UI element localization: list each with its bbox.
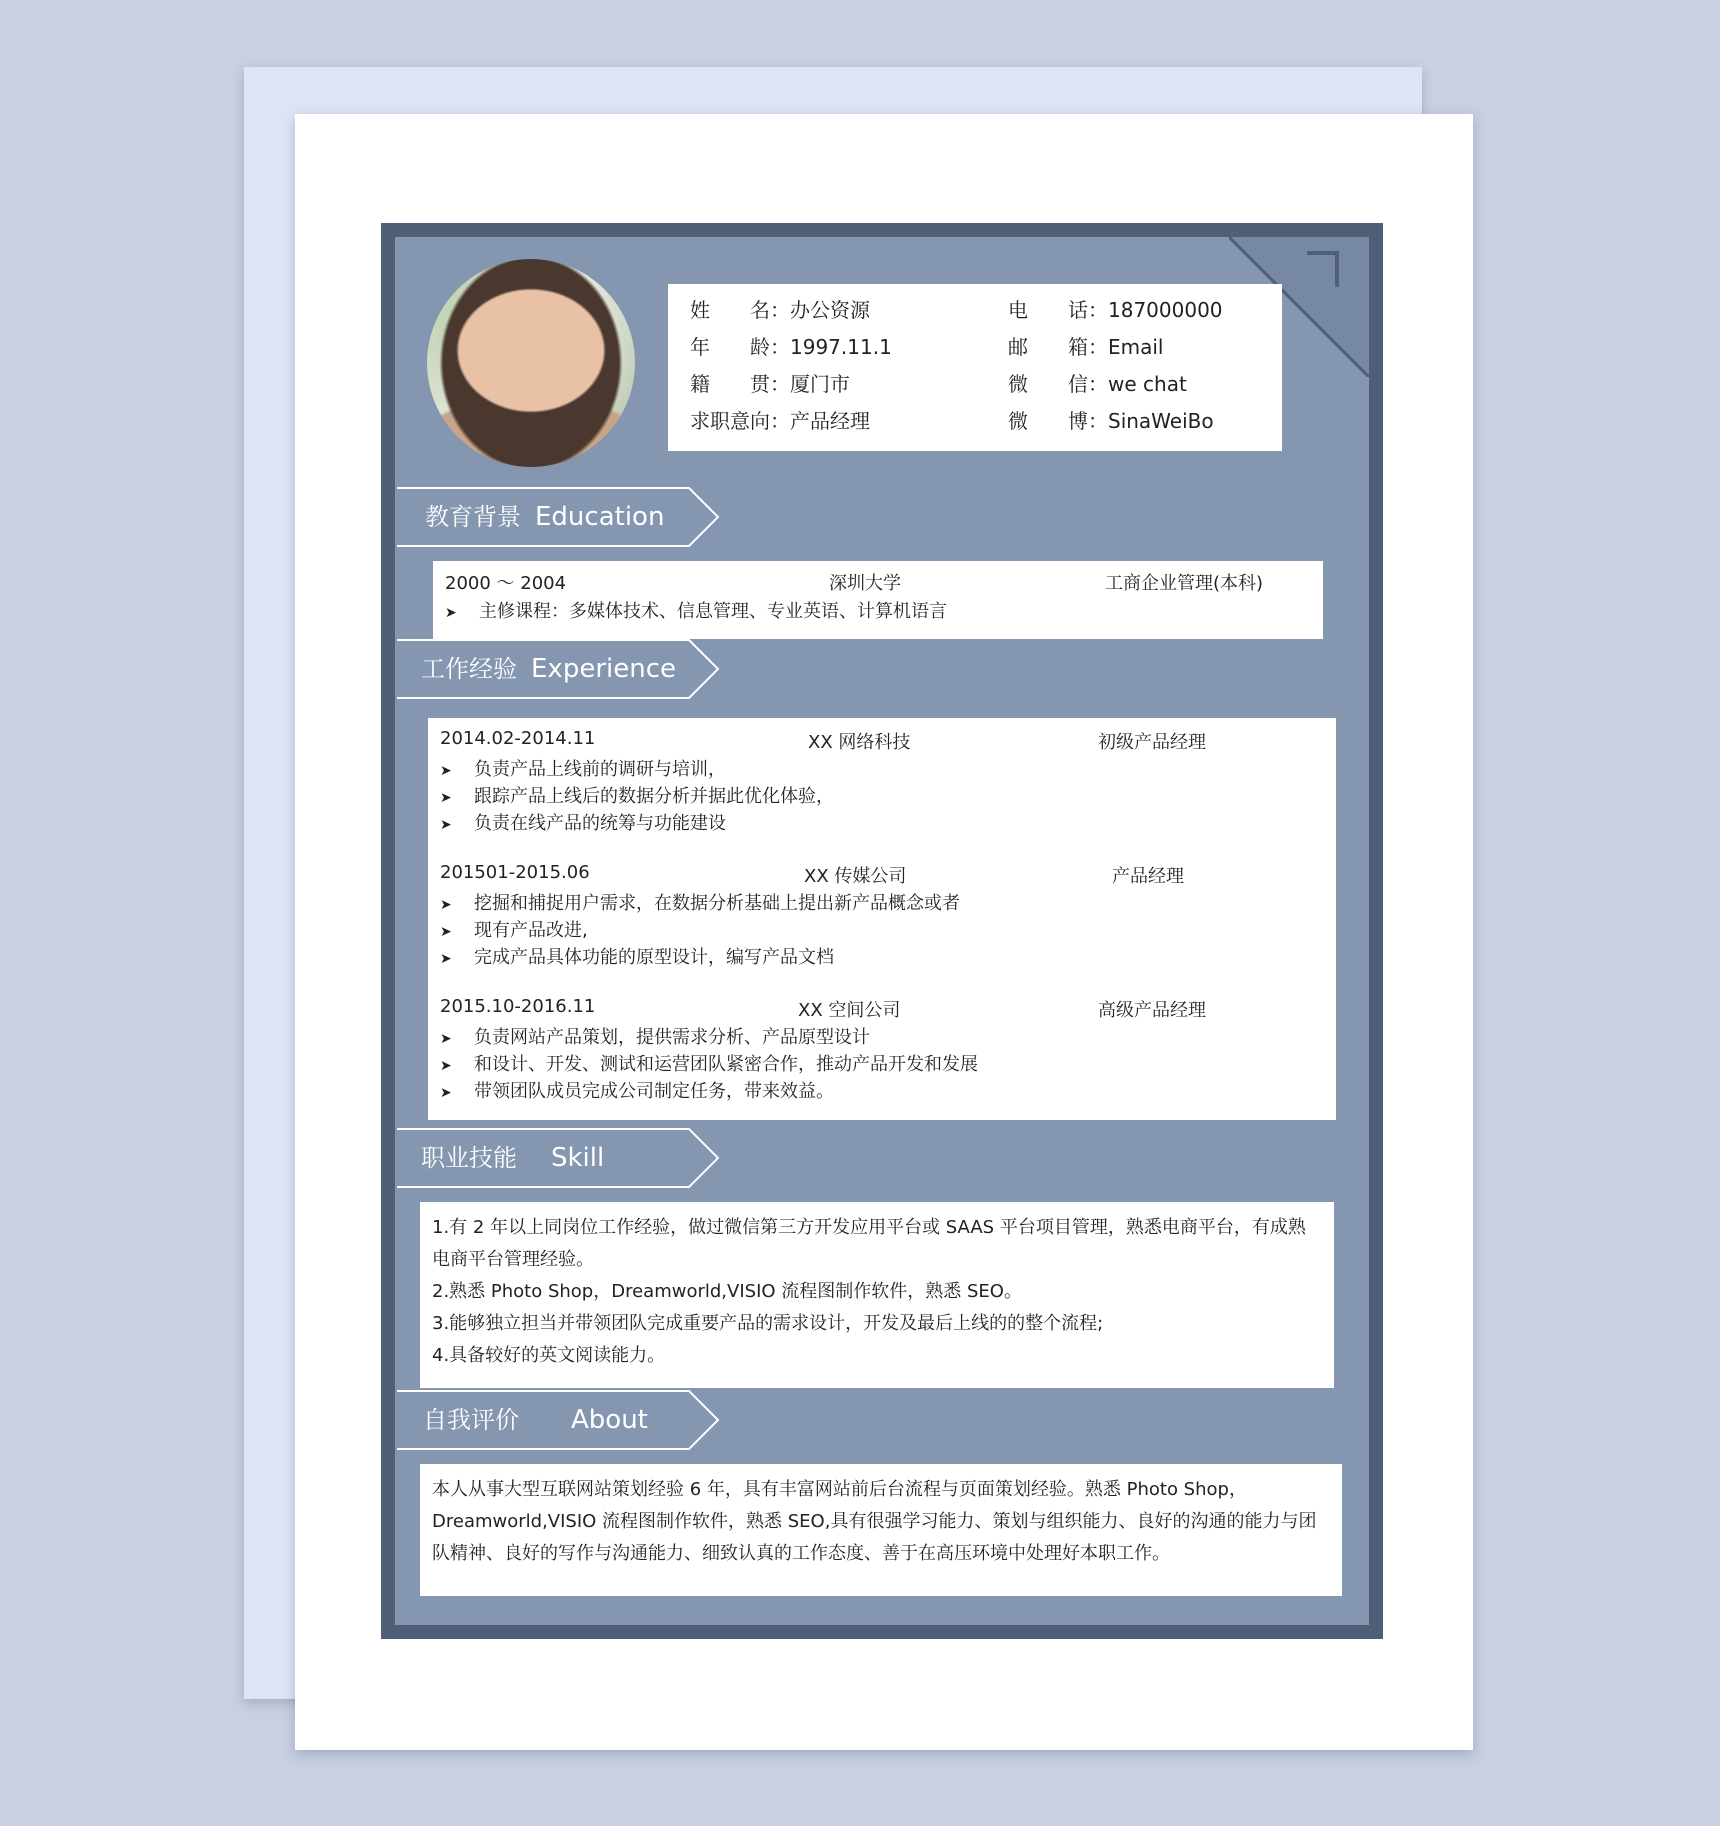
education-school: 深圳大学 [829,573,901,594]
job-company: XX 空间公司 [798,1000,901,1021]
job-company: XX 网络科技 [808,732,911,753]
education-title: 教育背景 Education [425,502,665,532]
about-line: Dreamworld,VISIO 流程图制作软件，熟悉 SEO,具有很强学习能力、策划与组织能力、良好的沟通的能力与团 [432,1511,1317,1532]
skill-line: 3.能够独立担当并带领团队完成重要产品的需求设计，开发及最后上线的的整个流程; [432,1313,1104,1334]
resume-panel [395,237,1369,1625]
list-item: ➤ 完成产品具体功能的原型设计，编写产品文档 [440,947,834,968]
wechat-label: 微 信： [1008,372,1108,396]
about-line: 本人从事大型互联网站策划经验 6 年，具有丰富网站前后台流程与页面策划经验。熟悉 Photo Shop， [432,1479,1247,1500]
job-company: XX 传媒公司 [804,866,907,887]
list-item: ➤ 挖掘和捕捉用户需求，在数据分析基础上提出新产品概念或者 [440,893,960,914]
list-item: ➤ 和设计、开发、测试和运营团队紧密合作，推动产品开发和发展 [440,1054,978,1075]
arrowhead-bullet-icon: ➤ [440,1058,452,1074]
resume-frame [381,223,1383,1639]
experience-box [428,718,1336,1120]
arrowhead-bullet-icon: ➤ [440,924,452,940]
name-label: 姓 名： [690,298,790,322]
skill-title: 职业技能 Skill [421,1143,605,1173]
skill-line: 1.有 2 年以上同岗位工作经验，做过微信第三方开发应用平台或 SAAS 平台项目管理，熟悉电商平台，有成熟 [432,1217,1306,1238]
skill-line: 4.具备较好的英文阅读能力。 [432,1345,666,1366]
arrowhead-bullet-icon: ➤ [440,897,452,913]
skill-line: 2.熟悉 Photo Shop，Dreamworld,VISIO 流程图制作软件，熟悉 SEO。 [432,1281,1022,1302]
skill-line: 电商平台管理经验。 [432,1249,594,1270]
arrowhead-bullet-icon: ➤ [440,763,452,779]
job-role: 产品经理 [1112,866,1184,887]
arrowhead-bullet-icon: ➤ [440,817,452,833]
list-item: ➤ 负责网站产品策划，提供需求分析、产品原型设计 [440,1027,870,1048]
age-row [690,335,892,359]
weibo-row [1008,409,1214,433]
intent-label: 求职意向： [690,409,790,433]
name-value: 办公资源 [790,298,870,322]
weibo-value: SinaWeiBo [1108,409,1214,433]
job-period: 2015.10-2016.11 [440,996,596,1017]
wechat-row [1008,372,1187,396]
education-period: 2000 ～ 2004 [445,573,567,594]
list-item: ➤ 主修课程：多媒体技术、信息管理、专业英语、计算机语言 [445,601,947,622]
personal-info-box [668,284,1282,451]
intent-row [690,409,870,433]
skill-text [432,1212,1332,1372]
arrowhead-bullet-icon: ➤ [445,605,457,621]
about-title: 自我评价 About [423,1405,648,1435]
list-item: ➤ 负责产品上线前的调研与培训， [440,759,726,780]
weibo-label: 微 博： [1008,409,1108,433]
list-item: ➤ 跟踪产品上线后的数据分析并据此优化体验， [440,786,834,807]
job-role: 初级产品经理 [1098,732,1206,753]
wechat-value: we chat [1108,372,1187,396]
job-role: 高级产品经理 [1098,1000,1206,1021]
age-label: 年 龄： [690,335,790,359]
email-value: Email [1108,335,1164,359]
list-item: ➤ 带领团队成员完成公司制定任务，带来效益。 [440,1081,834,1102]
experience-title: 工作经验 Experience [421,654,676,684]
hometown-row [690,372,850,396]
about-header [395,1389,721,1451]
about-text [432,1474,1340,1570]
phone-value: 187000000 [1108,298,1223,322]
profile-photo [427,259,635,467]
skill-box [420,1202,1334,1388]
phone-label: 电 话： [1008,298,1108,322]
education-major: 工商企业管理(本科) [1105,573,1264,594]
job-period: 2014.02-2014.11 [440,728,596,749]
age-value: 1997.11.1 [790,335,892,359]
email-label: 邮 箱： [1008,335,1108,359]
hometown-value: 厦门市 [790,372,850,396]
list-item: ➤ 现有产品改进, [440,920,588,941]
arrowhead-bullet-icon: ➤ [440,790,452,806]
arrowhead-bullet-icon: ➤ [440,1085,452,1101]
list-item: ➤ 负责在线产品的统筹与功能建设 [440,813,726,834]
phone-row [1008,298,1223,322]
education-box [433,561,1323,639]
hometown-label: 籍 贯： [690,372,790,396]
name-row [690,298,870,322]
about-line: 队精神、良好的写作与沟通能力、细致认真的工作态度、善于在高压环境中处理好本职工作。 [432,1543,1170,1564]
education-header [395,486,721,548]
arrowhead-bullet-icon: ➤ [440,1031,452,1047]
skill-header [395,1127,721,1189]
job-period: 201501-2015.06 [440,862,590,883]
intent-value: 产品经理 [790,409,870,433]
about-box [420,1464,1342,1596]
arrowhead-bullet-icon: ➤ [440,951,452,967]
email-row [1008,335,1164,359]
experience-header [395,638,721,700]
